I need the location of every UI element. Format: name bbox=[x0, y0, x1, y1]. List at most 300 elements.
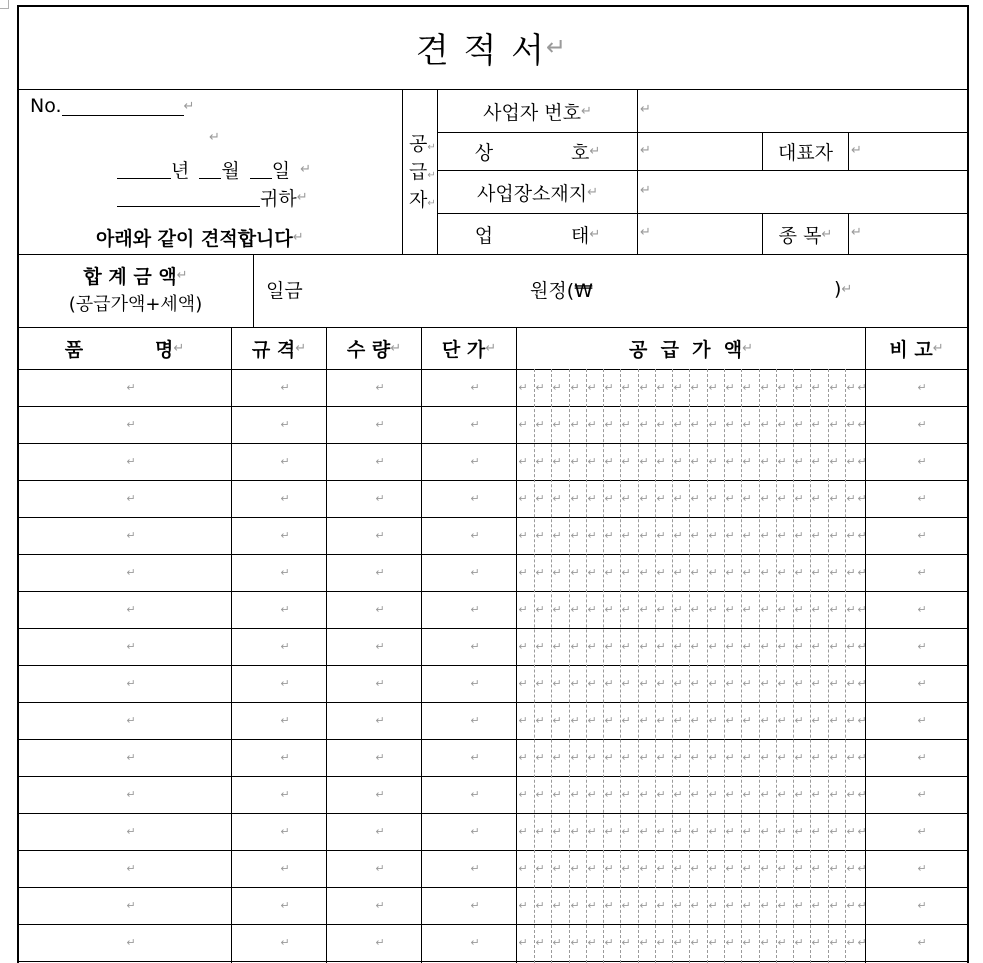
total-amount-field[interactable]: 원정(₩ bbox=[530, 279, 593, 302]
digit-cell-mark: ↵ bbox=[742, 640, 752, 653]
digit-cell-mark: ↵ bbox=[829, 455, 839, 468]
digit-cell-mark: ↵ bbox=[857, 936, 867, 949]
biz-number-label: 사업자 번호 ↵ bbox=[483, 101, 592, 124]
digit-cell-mark: ↵ bbox=[621, 825, 631, 838]
quantity-cell[interactable]: ↵ bbox=[375, 640, 385, 653]
digit-cell-mark: ↵ bbox=[587, 566, 597, 579]
digit-cell-mark: ↵ bbox=[742, 677, 752, 690]
digit-cell-mark: ↵ bbox=[639, 714, 649, 727]
remarks-cell[interactable]: ↵ bbox=[917, 603, 927, 616]
digit-cell-mark: ↵ bbox=[673, 640, 683, 653]
digit-cell-mark: ↵ bbox=[846, 862, 856, 875]
digit-cell-mark: ↵ bbox=[708, 677, 718, 690]
total-close: ) ↵ bbox=[834, 278, 853, 300]
item-name-cell[interactable]: ↵ bbox=[126, 825, 136, 838]
digit-cell-mark: ↵ bbox=[587, 862, 597, 875]
digit-cell-mark: ↵ bbox=[673, 825, 683, 838]
representative-label: 대표자 bbox=[777, 142, 834, 164]
remarks-cell[interactable]: ↵ bbox=[917, 492, 927, 505]
digit-cell-mark: ↵ bbox=[846, 825, 856, 838]
digit-cell-mark: ↵ bbox=[552, 492, 562, 505]
digit-cell-mark: ↵ bbox=[725, 640, 735, 653]
digit-cell-mark: ↵ bbox=[811, 936, 821, 949]
digit-cell-mark: ↵ bbox=[690, 529, 700, 542]
row-divider bbox=[17, 850, 968, 851]
quantity-cell[interactable]: ↵ bbox=[375, 529, 385, 542]
spec-cell[interactable]: ↵ bbox=[280, 936, 290, 949]
digit-cell-mark: ↵ bbox=[673, 936, 683, 949]
remarks-cell[interactable]: ↵ bbox=[917, 751, 927, 764]
digit-cell-mark: ↵ bbox=[708, 714, 718, 727]
no-field: No. ↵ bbox=[30, 95, 195, 117]
spec-cell[interactable]: ↵ bbox=[280, 492, 290, 505]
digit-cell-mark: ↵ bbox=[570, 529, 580, 542]
digit-cell-mark: ↵ bbox=[621, 529, 631, 542]
digit-cell-mark: ↵ bbox=[794, 529, 804, 542]
unit-price-cell[interactable]: ↵ bbox=[470, 418, 480, 431]
unit-price-cell[interactable]: ↵ bbox=[470, 751, 480, 764]
digit-cell-mark: ↵ bbox=[846, 714, 856, 727]
spec-cell[interactable]: ↵ bbox=[280, 640, 290, 653]
digit-cell-mark: ↵ bbox=[690, 714, 700, 727]
row-divider bbox=[17, 517, 968, 518]
digit-cell-mark: ↵ bbox=[639, 936, 649, 949]
digit-cell-mark: ↵ bbox=[742, 714, 752, 727]
digit-cell-mark: ↵ bbox=[535, 455, 545, 468]
digit-cell-mark: ↵ bbox=[829, 714, 839, 727]
spec-cell[interactable]: ↵ bbox=[280, 529, 290, 542]
digit-cell-mark: ↵ bbox=[587, 714, 597, 727]
remarks-cell[interactable]: ↵ bbox=[917, 529, 927, 542]
unit-price-cell[interactable]: ↵ bbox=[470, 566, 480, 579]
digit-cell-mark: ↵ bbox=[794, 640, 804, 653]
remarks-cell[interactable]: ↵ bbox=[917, 862, 927, 875]
digit-cell-mark: ↵ bbox=[656, 788, 666, 801]
digit-cell-mark: ↵ bbox=[535, 492, 545, 505]
digit-cell-mark: ↵ bbox=[639, 751, 649, 764]
digit-cell-mark: ↵ bbox=[829, 788, 839, 801]
digit-cell-mark: ↵ bbox=[708, 455, 718, 468]
address-value[interactable]: ↵ bbox=[640, 183, 651, 198]
digit-cell-mark: ↵ bbox=[604, 899, 614, 912]
digit-cell-mark: ↵ bbox=[690, 381, 700, 394]
spec-cell[interactable]: ↵ bbox=[280, 455, 290, 468]
item-name-cell[interactable]: ↵ bbox=[126, 455, 136, 468]
digit-cell-mark: ↵ bbox=[760, 640, 770, 653]
digit-cell-mark: ↵ bbox=[587, 455, 597, 468]
digit-cell-mark: ↵ bbox=[829, 529, 839, 542]
digit-cell-mark: ↵ bbox=[587, 677, 597, 690]
company-value[interactable]: ↵ bbox=[640, 143, 651, 158]
digit-cell-mark: ↵ bbox=[518, 714, 528, 727]
item-name-cell[interactable]: ↵ bbox=[126, 381, 136, 394]
total-label: 합 계 금 액 ↵ bbox=[83, 265, 188, 288]
frame-right bbox=[967, 5, 969, 963]
digit-cell-mark: ↵ bbox=[760, 788, 770, 801]
digit-cell-mark: ↵ bbox=[857, 566, 867, 579]
digit-cell-mark: ↵ bbox=[777, 603, 787, 616]
digit-cell-mark: ↵ bbox=[570, 677, 580, 690]
digit-cell-mark: ↵ bbox=[708, 788, 718, 801]
col-spec: 규 격 ↵ bbox=[251, 339, 307, 361]
digit-cell-mark: ↵ bbox=[811, 566, 821, 579]
digit-cell-mark: ↵ bbox=[673, 677, 683, 690]
digit-cell-mark: ↵ bbox=[535, 714, 545, 727]
quotation-statement: 아래와 같이 견적합니다 ↵ bbox=[96, 227, 304, 250]
digit-cell-mark: ↵ bbox=[742, 529, 752, 542]
digit-cell-mark: ↵ bbox=[535, 603, 545, 616]
digit-cell-mark: ↵ bbox=[673, 862, 683, 875]
digit-cell-mark: ↵ bbox=[690, 418, 700, 431]
spec-cell[interactable]: ↵ bbox=[280, 418, 290, 431]
digit-cell-mark: ↵ bbox=[570, 640, 580, 653]
digit-cell-mark: ↵ bbox=[794, 714, 804, 727]
quantity-cell[interactable]: ↵ bbox=[375, 455, 385, 468]
row-divider bbox=[17, 665, 968, 666]
digit-cell-mark: ↵ bbox=[794, 455, 804, 468]
row-divider bbox=[17, 480, 968, 481]
unit-price-cell[interactable]: ↵ bbox=[470, 788, 480, 801]
spec-cell[interactable]: ↵ bbox=[280, 788, 290, 801]
digit-cell-mark: ↵ bbox=[794, 862, 804, 875]
page-corner-mark bbox=[0, 0, 9, 9]
digit-cell-mark: ↵ bbox=[639, 566, 649, 579]
digit-cell-mark: ↵ bbox=[656, 492, 666, 505]
digit-cell-mark: ↵ bbox=[518, 492, 528, 505]
digit-cell-mark: ↵ bbox=[639, 381, 649, 394]
digit-cell-mark: ↵ bbox=[621, 751, 631, 764]
digit-cell-mark: ↵ bbox=[656, 418, 666, 431]
digit-cell-mark: ↵ bbox=[639, 455, 649, 468]
digit-cell-mark: ↵ bbox=[656, 899, 666, 912]
digit-cell-mark: ↵ bbox=[604, 455, 614, 468]
digit-cell-mark: ↵ bbox=[535, 862, 545, 875]
digit-cell-mark: ↵ bbox=[518, 936, 528, 949]
digit-cell-mark: ↵ bbox=[725, 529, 735, 542]
digit-cell-mark: ↵ bbox=[777, 381, 787, 394]
digit-cell-mark: ↵ bbox=[535, 751, 545, 764]
digit-cell-mark: ↵ bbox=[673, 418, 683, 431]
remarks-cell[interactable]: ↵ bbox=[917, 418, 927, 431]
digit-cell-mark: ↵ bbox=[587, 899, 597, 912]
digit-cell-mark: ↵ bbox=[811, 603, 821, 616]
spec-cell[interactable]: ↵ bbox=[280, 751, 290, 764]
digit-cell-mark: ↵ bbox=[570, 899, 580, 912]
digit-cell-mark: ↵ bbox=[518, 603, 528, 616]
spec-cell[interactable]: ↵ bbox=[280, 714, 290, 727]
digit-cell-mark: ↵ bbox=[777, 825, 787, 838]
digit-cell-mark: ↵ bbox=[587, 788, 597, 801]
digit-cell-mark: ↵ bbox=[811, 418, 821, 431]
remarks-cell[interactable]: ↵ bbox=[917, 566, 927, 579]
quantity-cell[interactable]: ↵ bbox=[375, 677, 385, 690]
unit-price-cell[interactable]: ↵ bbox=[470, 640, 480, 653]
digit-cell-mark: ↵ bbox=[604, 529, 614, 542]
digit-cell-mark: ↵ bbox=[535, 788, 545, 801]
unit-price-cell[interactable]: ↵ bbox=[470, 529, 480, 542]
digit-cell-mark: ↵ bbox=[570, 418, 580, 431]
digit-cell-mark: ↵ bbox=[570, 381, 580, 394]
representative-value[interactable]: ↵ bbox=[851, 143, 862, 158]
quantity-cell[interactable]: ↵ bbox=[375, 381, 385, 394]
digit-cell-mark: ↵ bbox=[673, 603, 683, 616]
item-name-cell[interactable]: ↵ bbox=[126, 677, 136, 690]
digit-cell-mark: ↵ bbox=[725, 455, 735, 468]
digit-cell-mark: ↵ bbox=[639, 640, 649, 653]
digit-cell-mark: ↵ bbox=[639, 529, 649, 542]
digit-cell-mark: ↵ bbox=[708, 492, 718, 505]
remarks-cell[interactable]: ↵ bbox=[917, 936, 927, 949]
digit-cell-mark: ↵ bbox=[742, 566, 752, 579]
col-item-name: 품 명 ↵ bbox=[64, 339, 185, 361]
spec-cell[interactable]: ↵ bbox=[280, 603, 290, 616]
digit-cell-mark: ↵ bbox=[552, 640, 562, 653]
business-type-value[interactable]: ↵ bbox=[640, 225, 651, 240]
quantity-cell[interactable]: ↵ bbox=[375, 714, 385, 727]
remarks-cell[interactable]: ↵ bbox=[917, 825, 927, 838]
unit-price-cell[interactable]: ↵ bbox=[470, 862, 480, 875]
digit-cell-mark: ↵ bbox=[535, 418, 545, 431]
digit-cell-mark: ↵ bbox=[604, 788, 614, 801]
digit-cell-mark: ↵ bbox=[777, 566, 787, 579]
digit-cell-mark: ↵ bbox=[535, 825, 545, 838]
digit-cell-mark: ↵ bbox=[552, 788, 562, 801]
digit-cell-mark: ↵ bbox=[552, 751, 562, 764]
digit-cell-mark: ↵ bbox=[846, 751, 856, 764]
digit-cell-mark: ↵ bbox=[708, 566, 718, 579]
digit-cell-mark: ↵ bbox=[587, 640, 597, 653]
quantity-cell[interactable]: ↵ bbox=[375, 603, 385, 616]
digit-cell-mark: ↵ bbox=[604, 603, 614, 616]
digit-cell-mark: ↵ bbox=[777, 714, 787, 727]
quantity-cell[interactable]: ↵ bbox=[375, 492, 385, 505]
digit-cell-mark: ↵ bbox=[570, 825, 580, 838]
quantity-cell[interactable]: ↵ bbox=[375, 566, 385, 579]
item-name-cell[interactable]: ↵ bbox=[126, 492, 136, 505]
digit-cell-mark: ↵ bbox=[777, 640, 787, 653]
quantity-cell[interactable]: ↵ bbox=[375, 899, 385, 912]
col-remarks: 비 고 ↵ bbox=[889, 339, 944, 361]
digit-cell-mark: ↵ bbox=[725, 825, 735, 838]
quantity-cell[interactable]: ↵ bbox=[375, 825, 385, 838]
item-name-cell[interactable]: ↵ bbox=[126, 418, 136, 431]
digit-cell-mark: ↵ bbox=[656, 751, 666, 764]
digit-cell-mark: ↵ bbox=[742, 418, 752, 431]
digit-cell-mark: ↵ bbox=[742, 455, 752, 468]
remarks-cell[interactable]: ↵ bbox=[917, 714, 927, 727]
digit-cell-mark: ↵ bbox=[760, 418, 770, 431]
row-divider bbox=[17, 739, 968, 740]
digit-cell-mark: ↵ bbox=[829, 825, 839, 838]
spec-cell[interactable]: ↵ bbox=[280, 677, 290, 690]
digit-cell-mark: ↵ bbox=[535, 936, 545, 949]
digit-cell-mark: ↵ bbox=[708, 751, 718, 764]
digit-cell-mark: ↵ bbox=[518, 862, 528, 875]
digit-cell-mark: ↵ bbox=[639, 603, 649, 616]
digit-cell-mark: ↵ bbox=[518, 825, 528, 838]
quantity-cell[interactable]: ↵ bbox=[375, 862, 385, 875]
item-name-cell[interactable]: ↵ bbox=[126, 566, 136, 579]
remarks-cell[interactable]: ↵ bbox=[917, 455, 927, 468]
digit-cell-mark: ↵ bbox=[604, 714, 614, 727]
digit-cell-mark: ↵ bbox=[604, 825, 614, 838]
digit-cell-mark: ↵ bbox=[639, 677, 649, 690]
digit-cell-mark: ↵ bbox=[535, 899, 545, 912]
digit-cell-mark: ↵ bbox=[742, 492, 752, 505]
digit-cell-mark: ↵ bbox=[846, 788, 856, 801]
digit-cell-mark: ↵ bbox=[639, 418, 649, 431]
unit-price-cell[interactable]: ↵ bbox=[470, 603, 480, 616]
remarks-cell[interactable]: ↵ bbox=[917, 788, 927, 801]
digit-cell-mark: ↵ bbox=[690, 566, 700, 579]
unit-price-cell[interactable]: ↵ bbox=[470, 677, 480, 690]
document-title-text: 견 적 서 bbox=[415, 30, 547, 71]
unit-price-cell[interactable]: ↵ bbox=[470, 455, 480, 468]
supplier-label: 공↵ 급↵ 자↵ bbox=[409, 133, 436, 211]
digit-cell-mark: ↵ bbox=[621, 936, 631, 949]
spec-cell[interactable]: ↵ bbox=[280, 862, 290, 875]
digit-cell-mark: ↵ bbox=[708, 862, 718, 875]
remarks-cell[interactable]: ↵ bbox=[917, 899, 927, 912]
digit-cell-mark: ↵ bbox=[570, 788, 580, 801]
quantity-cell[interactable]: ↵ bbox=[375, 788, 385, 801]
digit-cell-mark: ↵ bbox=[829, 603, 839, 616]
item-name-cell[interactable]: ↵ bbox=[126, 862, 136, 875]
digit-cell-mark: ↵ bbox=[725, 751, 735, 764]
digit-cell-mark: ↵ bbox=[811, 825, 821, 838]
digit-cell-mark: ↵ bbox=[690, 640, 700, 653]
digit-cell-mark: ↵ bbox=[690, 862, 700, 875]
spec-cell[interactable]: ↵ bbox=[280, 825, 290, 838]
digit-cell-mark: ↵ bbox=[725, 566, 735, 579]
remarks-cell[interactable]: ↵ bbox=[917, 677, 927, 690]
digit-cell-mark: ↵ bbox=[857, 381, 867, 394]
digit-cell-mark: ↵ bbox=[846, 455, 856, 468]
digit-cell-mark: ↵ bbox=[829, 936, 839, 949]
digit-cell-mark: ↵ bbox=[708, 936, 718, 949]
digit-cell-mark: ↵ bbox=[857, 529, 867, 542]
digit-cell-mark: ↵ bbox=[777, 751, 787, 764]
item-name-cell[interactable]: ↵ bbox=[126, 714, 136, 727]
spec-cell[interactable]: ↵ bbox=[280, 566, 290, 579]
digit-cell-mark: ↵ bbox=[552, 936, 562, 949]
digit-cell-mark: ↵ bbox=[518, 418, 528, 431]
digit-cell-mark: ↵ bbox=[587, 418, 597, 431]
empty-line-mark: ↵ bbox=[209, 130, 220, 145]
digit-cell-mark: ↵ bbox=[857, 677, 867, 690]
digit-cell-mark: ↵ bbox=[708, 640, 718, 653]
digit-cell-mark: ↵ bbox=[690, 677, 700, 690]
item-category-value[interactable]: ↵ bbox=[851, 225, 862, 240]
digit-cell-mark: ↵ bbox=[552, 529, 562, 542]
digit-cell-mark: ↵ bbox=[777, 455, 787, 468]
digit-cell-mark: ↵ bbox=[777, 529, 787, 542]
item-name-cell[interactable]: ↵ bbox=[126, 788, 136, 801]
digit-cell-mark: ↵ bbox=[829, 492, 839, 505]
quantity-cell[interactable]: ↵ bbox=[375, 418, 385, 431]
digit-cell-mark: ↵ bbox=[518, 899, 528, 912]
digit-cell-mark: ↵ bbox=[690, 899, 700, 912]
unit-price-cell[interactable]: ↵ bbox=[470, 899, 480, 912]
digit-cell-mark: ↵ bbox=[846, 418, 856, 431]
digit-cell-mark: ↵ bbox=[604, 640, 614, 653]
digit-cell-mark: ↵ bbox=[857, 455, 867, 468]
digit-cell-mark: ↵ bbox=[811, 899, 821, 912]
digit-cell-mark: ↵ bbox=[673, 788, 683, 801]
item-name-cell[interactable]: ↵ bbox=[126, 899, 136, 912]
unit-price-cell[interactable]: ↵ bbox=[470, 381, 480, 394]
quantity-cell[interactable]: ↵ bbox=[375, 936, 385, 949]
remarks-cell[interactable]: ↵ bbox=[917, 381, 927, 394]
digit-cell-mark: ↵ bbox=[777, 788, 787, 801]
digit-cell-mark: ↵ bbox=[708, 381, 718, 394]
digit-cell-mark: ↵ bbox=[604, 862, 614, 875]
digit-cell-mark: ↵ bbox=[829, 677, 839, 690]
digit-cell-mark: ↵ bbox=[690, 492, 700, 505]
date-field: 년 월 일 ↵ bbox=[117, 156, 311, 182]
unit-price-cell[interactable]: ↵ bbox=[470, 492, 480, 505]
item-name-cell[interactable]: ↵ bbox=[126, 936, 136, 949]
digit-cell-mark: ↵ bbox=[794, 566, 804, 579]
item-name-cell[interactable]: ↵ bbox=[126, 529, 136, 542]
digit-cell-mark: ↵ bbox=[857, 418, 867, 431]
digit-cell-mark: ↵ bbox=[857, 492, 867, 505]
digit-cell-mark: ↵ bbox=[725, 677, 735, 690]
digit-cell-mark: ↵ bbox=[587, 381, 597, 394]
quantity-cell[interactable]: ↵ bbox=[375, 751, 385, 764]
digit-cell-mark: ↵ bbox=[742, 603, 752, 616]
item-name-cell[interactable]: ↵ bbox=[126, 603, 136, 616]
digit-cell-mark: ↵ bbox=[621, 862, 631, 875]
digit-cell-mark: ↵ bbox=[846, 381, 856, 394]
digit-cell-mark: ↵ bbox=[777, 862, 787, 875]
item-name-cell[interactable]: ↵ bbox=[126, 751, 136, 764]
digit-cell-mark: ↵ bbox=[570, 714, 580, 727]
digit-cell-mark: ↵ bbox=[621, 492, 631, 505]
digit-cell-mark: ↵ bbox=[656, 936, 666, 949]
digit-cell-mark: ↵ bbox=[829, 381, 839, 394]
remarks-cell[interactable]: ↵ bbox=[917, 640, 927, 653]
digit-cell-mark: ↵ bbox=[587, 825, 597, 838]
digit-cell-mark: ↵ bbox=[725, 381, 735, 394]
row-divider bbox=[17, 702, 968, 703]
digit-cell-mark: ↵ bbox=[552, 455, 562, 468]
digit-cell-mark: ↵ bbox=[725, 603, 735, 616]
business-type-label: 업 태 ↵ bbox=[474, 224, 601, 247]
digit-cell-mark: ↵ bbox=[690, 603, 700, 616]
digit-cell-mark: ↵ bbox=[656, 862, 666, 875]
digit-cell-mark: ↵ bbox=[846, 899, 856, 912]
digit-cell-mark: ↵ bbox=[811, 529, 821, 542]
unit-price-cell[interactable]: ↵ bbox=[470, 825, 480, 838]
digit-cell-mark: ↵ bbox=[777, 418, 787, 431]
biz-number-value[interactable]: ↵ bbox=[640, 102, 651, 117]
row-divider bbox=[17, 776, 968, 777]
row-divider bbox=[17, 591, 968, 592]
digit-cell-mark: ↵ bbox=[760, 566, 770, 579]
digit-cell-mark: ↵ bbox=[742, 825, 752, 838]
spec-cell[interactable]: ↵ bbox=[280, 899, 290, 912]
item-name-cell[interactable]: ↵ bbox=[126, 640, 136, 653]
digit-cell-mark: ↵ bbox=[673, 566, 683, 579]
digit-cell-mark: ↵ bbox=[794, 603, 804, 616]
unit-price-cell[interactable]: ↵ bbox=[470, 936, 480, 949]
digit-cell-mark: ↵ bbox=[742, 899, 752, 912]
row-divider bbox=[17, 554, 968, 555]
unit-price-cell[interactable]: ↵ bbox=[470, 714, 480, 727]
spec-cell[interactable]: ↵ bbox=[280, 381, 290, 394]
digit-cell-mark: ↵ bbox=[760, 603, 770, 616]
